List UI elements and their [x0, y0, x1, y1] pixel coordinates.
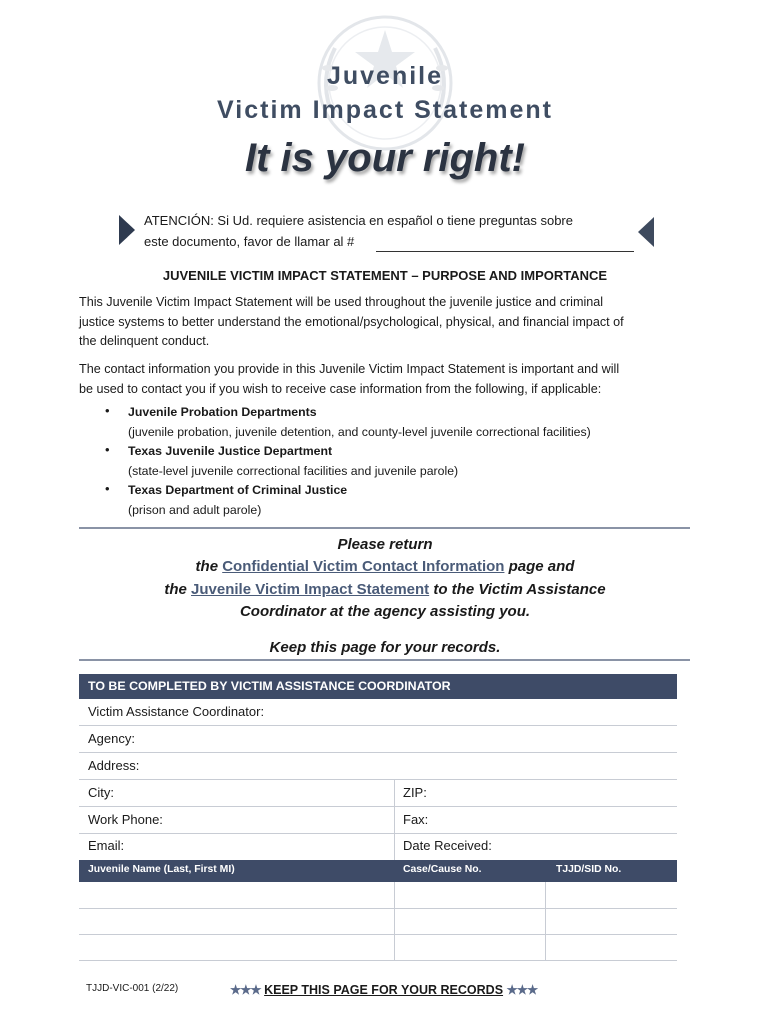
purpose-paragraph-1: This Juvenile Victim Impact Statement will be used throughout the juvenile justice and criminal justice systems to better understand the emotional/psychological, physical, and financial impact of the delinquent conduct. — [79, 295, 624, 348]
spanish-notice-line2: este documento, favor de llamar al # — [144, 234, 355, 249]
return-note-line3: the Juvenile Victim Impact Statement to the Victim Assistance — [164, 581, 606, 598]
email-field[interactable]: Email: — [88, 838, 125, 853]
column-divider — [545, 882, 546, 908]
bullet-icon: • — [105, 481, 110, 496]
document-title-line1: Juvenile — [326, 62, 444, 90]
column-divider — [394, 807, 395, 833]
address-field[interactable]: Address: — [79, 753, 677, 780]
bullet-item: Texas Juvenile Justice Department (state-level juvenile correctional facilities and juvenile parole) — [128, 444, 459, 478]
phone-fax-row — [79, 807, 677, 834]
purpose-heading: JUVENILE VICTIM IMPACT STATEMENT – PURPOSE AND IMPORTANCE — [162, 268, 608, 283]
table-row — [79, 908, 677, 935]
column-divider — [394, 882, 395, 908]
email-date-row — [79, 833, 677, 859]
divider — [79, 527, 690, 529]
divider — [79, 659, 690, 661]
footer-keep-note: ★★★ KEEP THIS PAGE FOR YOUR RECORDS ★★★ — [230, 983, 538, 997]
phone-number-blank[interactable] — [376, 251, 634, 252]
column-divider — [394, 908, 395, 934]
return-note-line1: Please return — [337, 536, 433, 553]
column-divider — [394, 833, 395, 860]
zip-field[interactable]: ZIP: — [403, 785, 427, 800]
confidential-contact-link[interactable]: Confidential Victim Contact Information — [222, 558, 505, 575]
stars-icon: ★★★ — [230, 983, 261, 997]
stars-icon: ★★★ — [506, 983, 538, 997]
juvenile-table-header — [79, 860, 677, 882]
table-row — [79, 934, 677, 961]
column-divider — [545, 934, 546, 960]
return-note-line4: Coordinator at the agency assisting you. — [239, 603, 531, 620]
left-arrow-icon — [119, 215, 135, 245]
bullet-item: Juvenile Probation Departments (juvenile probation, juvenile detention, and county-level juvenile correctional facilities) — [128, 405, 591, 439]
work-phone-field[interactable]: Work Phone: — [88, 812, 163, 827]
column-divider — [394, 780, 395, 806]
column-header: Juvenile Name (Last, First MI) — [88, 864, 235, 875]
slogan: It is your right! — [245, 136, 525, 180]
column-divider — [545, 908, 546, 934]
table-row — [79, 882, 677, 909]
purpose-paragraph-2: The contact information you provide in this Juvenile Victim Impact Statement is important and will be used to contact you if you wish to receive case information from the following, if applicable: — [79, 362, 620, 396]
keep-records-note: Keep this page for your records. — [269, 639, 501, 656]
impact-statement-link[interactable]: Juvenile Victim Impact Statement — [191, 581, 430, 598]
return-note-line2: the Confidential Victim Contact Information page and — [195, 558, 575, 575]
right-arrow-icon — [638, 217, 654, 247]
city-field[interactable]: City: — [88, 785, 114, 800]
bullet-icon: • — [105, 403, 110, 418]
city-zip-row — [79, 780, 677, 807]
column-header: TJJD/SID No. — [556, 864, 622, 875]
spanish-notice-line1: ATENCIÓN: Si Ud. requiere asistencia en español o tiene preguntas sobre — [144, 213, 573, 228]
column-divider — [394, 934, 395, 960]
bullet-icon: • — [105, 442, 110, 457]
agency-field[interactable]: Agency: — [79, 726, 677, 753]
coordinator-field[interactable]: Victim Assistance Coordinator: — [79, 699, 677, 726]
fax-field[interactable]: Fax: — [403, 812, 429, 827]
coordinator-section-header: TO BE COMPLETED BY VICTIM ASSISTANCE COORDINATOR — [79, 674, 677, 699]
date-received-field[interactable]: Date Received: — [403, 838, 492, 853]
column-header: Case/Cause No. — [403, 864, 482, 875]
form-id: TJJD-VIC-001 (2/22) — [86, 983, 179, 994]
document-title-line2: Victim Impact Statement — [217, 96, 553, 124]
bullet-item: Texas Department of Criminal Justice (prison and adult parole) — [128, 483, 348, 517]
